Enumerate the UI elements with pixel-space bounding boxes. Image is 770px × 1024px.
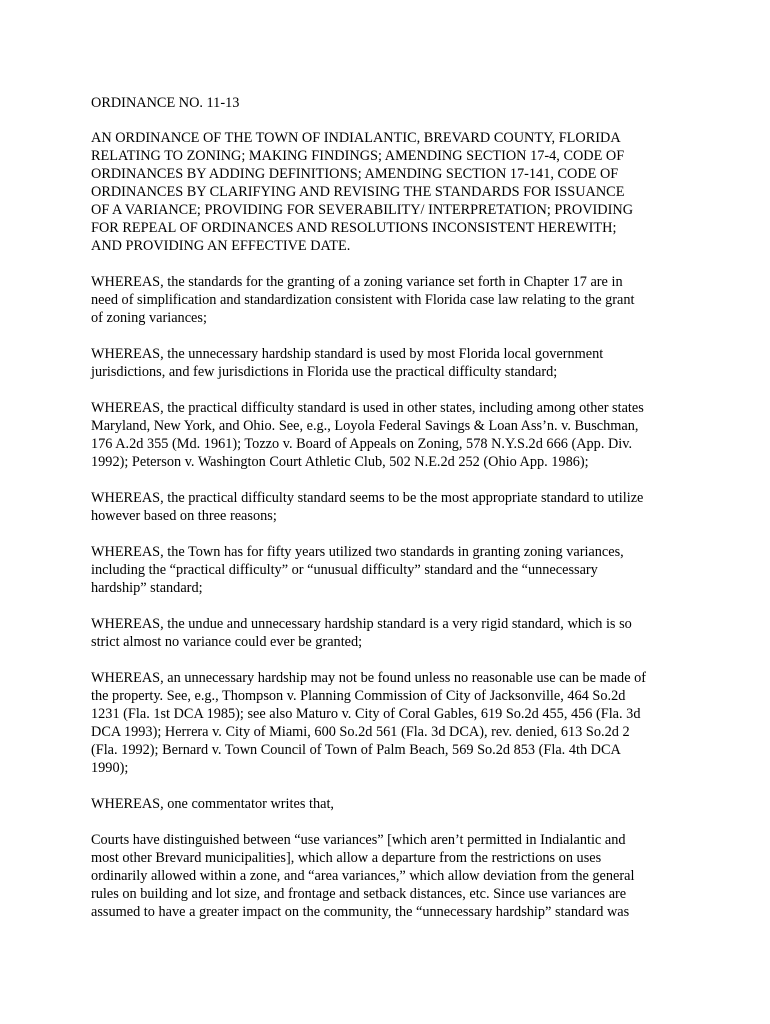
whereas-paragraph-5: WHEREAS, the Town has for fifty years utilized two standards in granting zoning variances, including the “practical difficulty” or “unusual difficulty” standard and the “unnecessary hardship” standard; [91,544,624,596]
whereas-paragraph-2: WHEREAS, the unnecessary hardship standard is used by most Florida local government jurisdictions, and few jurisdictions in Florida use the practical difficulty standard; [91,346,604,380]
whereas-paragraph-4: WHEREAS, the practical difficulty standard seems to be the most appropriate standard to utilize however based on three reasons; [91,490,644,524]
whereas-paragraph-1: WHEREAS, the standards for the granting of a zoning variance set forth in Chapter 17 are in need of simplification and standardization consistent with Florida case law relating to the grant of zoning variances; [91,274,635,326]
whereas-paragraph-7: WHEREAS, an unnecessary hardship may not be found unless no reasonable use can be made of the property. See, e.g., Thompson v. Planning Commission of City of Jacksonville, 464 So.2d 1231 (Fla. 1st DCA 1985); see also Maturo v. City of Coral Gables, 619 So.2d 455, 456 (Fla. 3d DCA 1993); Herrera v. City of Miami, 600 So.2d 561 (Fla. 3d DCA), rev. denied, 613 So.2d 2 (Fla. 1992); Bernard v. Town Council of Town of Palm Beach, 569 So.2d 853 (Fla. 4th DCA 1990); [91,670,647,776]
whereas-paragraph-3: WHEREAS, the practical difficulty standard is used in other states, including among other states Maryland, New York, and Ohio. See, e.g., Loyola Federal Savings & Loan Ass’n. v. Buschman, 176 A.2d 355 (Md. 1961); Tozzo v. Board of Appeals on Zoning, 578 N.Y.S.2d 666 (App. Div. 1992); Peterson v. Washington Court Athletic Club, 502 N.E.2d 252 (Ohio App. 1986); [91,400,644,470]
whereas-paragraph-6: WHEREAS, the undue and unnecessary hardship standard is a very rigid standard, which is so strict almost no variance could ever be granted; [91,616,632,650]
document-page [91,94,687,939]
ordinance-number: ORDINANCE NO. 11-13 [91,95,240,111]
quoted-commentary: Courts have distinguished between “use variances” [which aren’t permitted in Indialantic and most other Brevard municipalities], which allow a departure from the restrictions on uses ordinarily allowed within a zone, and “area variances,” which allow deviation from the general rules on building and lot size, and frontage and setback distances, etc. Since use variances are assumed to have a greater impact on the community, the “unnecessary hardship” standard was [91,832,635,920]
whereas-paragraph-8: WHEREAS, one commentator writes that, [91,796,334,812]
ordinance-title: AN ORDINANCE OF THE TOWN OF INDIALANTIC, BREVARD COUNTY, FLORIDA RELATING TO ZONING; MAKING FINDINGS; AMENDING SECTION 17-4, CODE OF ORDINANCES BY ADDING DEFINITIONS; AMENDING SECTION 17-141, CODE OF ORDINANCES BY CLARIFYING AND REVISING THE STANDARDS FOR ISSUANCE OF A VARIANCE; PROVIDING FOR SEVERABILITY/ INTERPRETATION; PROVIDING FOR REPEAL OF ORDINANCES AND RESOLUTIONS INCONSISTENT HEREWITH; AND PROVIDING AN EFFECTIVE DATE. [91,130,634,254]
